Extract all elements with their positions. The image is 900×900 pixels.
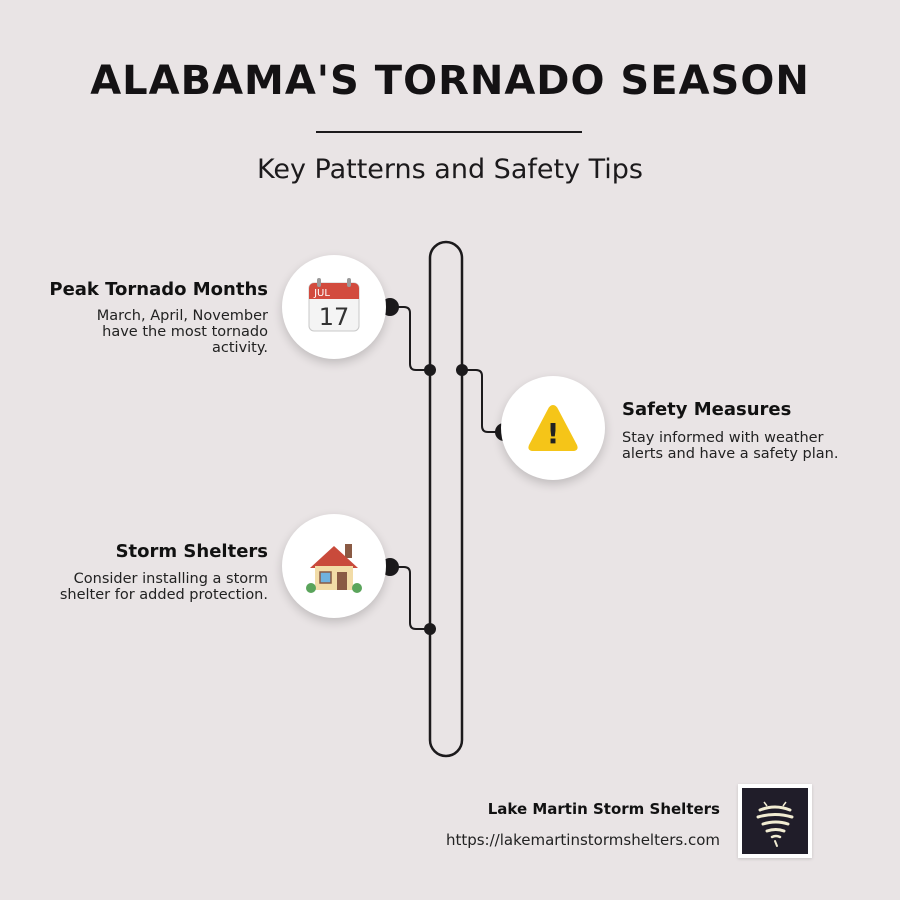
safety-measures-description: Stay informed with weather alerts and have a safety plan. — [622, 430, 839, 462]
connector-storm-shelters — [390, 567, 430, 629]
brand-url[interactable]: https://lakemartinstormshelters.com — [445, 831, 720, 849]
tornado-logo-icon — [742, 788, 808, 854]
safety-measures-icon-circle — [501, 376, 605, 480]
storm-shelters-icon-circle — [282, 514, 386, 618]
warning-icon — [501, 376, 605, 480]
calendar-day-text: 17 — [318, 303, 350, 331]
junction-dot-safety-measures — [456, 364, 468, 376]
brand-name: Lake Martin Storm Shelters — [487, 800, 720, 818]
calendar-icon — [282, 255, 386, 359]
junction-dot-peak-months — [424, 364, 436, 376]
warning-glyph: ! — [546, 417, 560, 450]
house-icon — [282, 514, 386, 618]
connector-peak-months — [390, 307, 430, 370]
safety-measures-title: Safety Measures — [622, 399, 792, 420]
storm-shelters-title: Storm Shelters — [115, 541, 268, 562]
page-subtitle: Key Patterns and Safety Tips — [256, 154, 643, 185]
page-title: ALABAMA'S TORNADO SEASON — [90, 58, 810, 104]
timeline-track — [430, 242, 462, 756]
brand-logo — [738, 784, 812, 858]
junction-dot-storm-shelters — [424, 623, 436, 635]
calendar-month-text: JUL — [314, 288, 330, 299]
connector-safety-measures — [462, 370, 504, 432]
peak-months-icon-circle — [282, 255, 386, 359]
storm-shelters-description: Consider installing a storm shelter for added protection. — [59, 571, 268, 603]
peak-months-description: March, April, November have the most tornado activity. — [96, 308, 268, 356]
peak-months-title: Peak Tornado Months — [49, 279, 268, 300]
